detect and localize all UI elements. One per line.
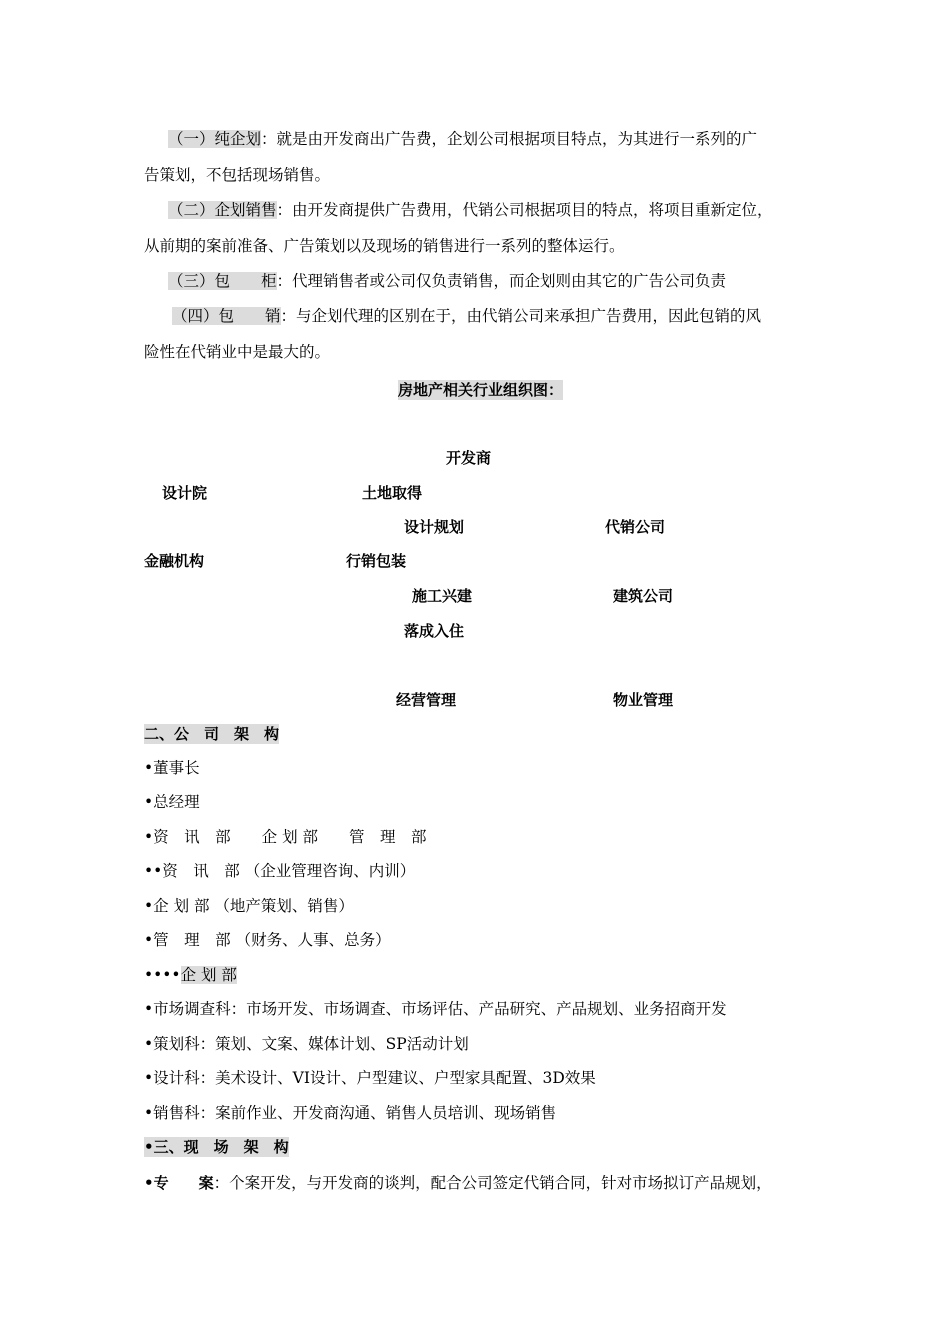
org-node-marketing-packaging: 行销包装 xyxy=(346,552,407,570)
org-node-design-institute: 设计院 xyxy=(162,484,208,502)
plan-sub-bullets: •••• xyxy=(144,966,181,984)
section-company-heading: 二、公 司 架 构 xyxy=(144,725,280,743)
para-3-line-1 xyxy=(168,271,726,291)
section-site-heading: •三、现 场 架 构 xyxy=(144,1138,289,1156)
company-plan-sub-heading xyxy=(144,965,237,985)
para-4-line-1 xyxy=(172,306,761,326)
org-node-design-planning: 设计规划 xyxy=(404,518,465,536)
org-node-building-company: 建筑公司 xyxy=(613,587,674,605)
company-info-dept: ••资 讯 部 （企业管理咨询、内训） xyxy=(144,862,416,880)
company-planning-section: •策划科：策划、文案、媒体计划、SP活动计划 xyxy=(144,1035,469,1053)
para-2-line-1 xyxy=(168,200,773,220)
org-node-developer: 开发商 xyxy=(446,449,492,467)
para-3-label: （三）包 柜 xyxy=(168,272,277,290)
company-design-section: •设计科：美术设计、VI设计、户型建议、户型家具配置、3D效果 xyxy=(144,1069,596,1087)
plan-sub-label: 企 划 部 xyxy=(180,966,237,984)
site-case-label: •专 案 xyxy=(144,1174,214,1192)
org-node-sales-agency: 代销公司 xyxy=(605,518,666,536)
org-node-land-acquisition: 土地取得 xyxy=(362,484,423,502)
org-chart-title: 房地产相关行业组织图： xyxy=(398,381,564,399)
para-3-text: ：代理销售者或公司仅负责销售，而企划则由其它的广告公司负责 xyxy=(276,272,727,290)
company-departments: •资 讯 部 企 划 部 管 理 部 xyxy=(144,828,427,846)
site-case-line xyxy=(144,1173,772,1193)
org-node-property-management: 物业管理 xyxy=(613,691,674,709)
para-4-line-2: 险性在代销业中是最大的。 xyxy=(144,343,331,361)
para-2-line-2: 从前期的案前准备、广告策划以及现场的销售进行一系列的整体运行。 xyxy=(144,237,625,255)
para-4-label: （四）包 销 xyxy=(172,307,281,325)
site-case-text: ：个案开发，与开发商的谈判，配合公司签定代销合同，针对市场拟订产品规划， xyxy=(213,1174,772,1192)
company-chairman: •董事长 xyxy=(144,759,200,777)
para-2-label: （二）企划销售 xyxy=(168,201,277,219)
para-4-text: ：与企划代理的区别在于，由代销公司来承担广告费用，因此包销的风 xyxy=(280,307,762,325)
para-2-text: ：由开发商提供广告费用，代销公司根据项目的特点，将项目重新定位， xyxy=(276,201,773,219)
company-market-section: •市场调查科：市场开发、市场调查、市场评估、产品研究、产品规划、业务招商开发 xyxy=(144,1000,727,1018)
para-1-text: ：就是由开发商出广告费，企划公司根据项目特点，为其进行一系列的广 xyxy=(261,130,758,148)
org-node-completion: 落成入住 xyxy=(404,622,465,640)
company-sales-section: •销售科：案前作业、开发商沟通、销售人员培训、现场销售 xyxy=(144,1104,557,1122)
org-node-operation-management: 经营管理 xyxy=(396,691,457,709)
para-1-label: （一）纯企划 xyxy=(168,130,262,148)
company-plan-dept: •企 划 部 （地产策划、销售） xyxy=(144,897,354,915)
para-1-line-2: 告策划，不包括现场销售。 xyxy=(144,166,331,184)
company-gm: •总经理 xyxy=(144,793,200,811)
org-node-construction: 施工兴建 xyxy=(412,587,473,605)
company-admin-dept: •管 理 部 （财务、人事、总务） xyxy=(144,931,391,949)
para-1-line-1 xyxy=(168,129,757,149)
org-node-financial-institution: 金融机构 xyxy=(144,552,205,570)
